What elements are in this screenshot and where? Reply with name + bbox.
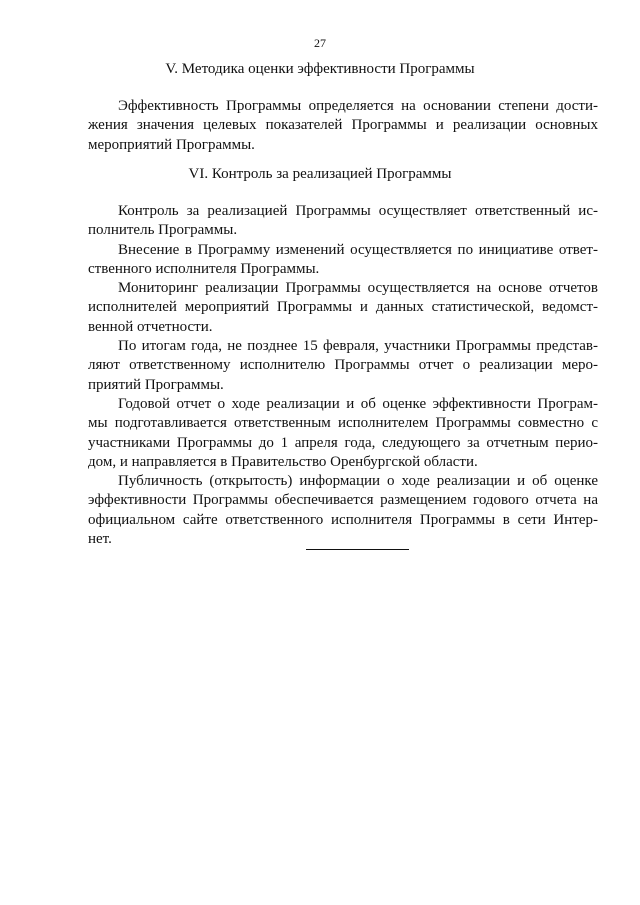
section-5-heading: V. Методика оценки эффективности Программы xyxy=(165,61,475,77)
text-line: приятий Программы. xyxy=(88,376,224,393)
text-line: ляют ответственному исполнителю Программы отчет о реализации меро- xyxy=(88,357,598,374)
end-of-document-rule xyxy=(306,549,409,550)
text-line: мы подготавливается ответственным исполнителем Программы совместно с xyxy=(88,415,598,432)
paragraph xyxy=(88,472,598,549)
text-line: венной отчетности. xyxy=(88,318,213,335)
text-line: ственного исполнителя Программы. xyxy=(88,260,320,277)
section-6-body xyxy=(88,202,598,549)
text-line: исполнителей мероприятий Программы и данных статистической, ведомст- xyxy=(88,299,598,316)
text-line: эффективности Программы обеспечивается размещением годового отчета на xyxy=(88,492,598,509)
paragraph xyxy=(88,337,598,395)
text-line: Годовой отчет о ходе реализации и об оценке эффективности Програм- xyxy=(118,395,598,412)
paragraph xyxy=(88,279,598,337)
paragraph xyxy=(88,97,598,155)
text-line: По итогам года, не позднее 15 февраля, участники Программы представ- xyxy=(118,338,598,355)
text-line: полнитель Программы. xyxy=(88,222,238,239)
section-6-heading: VI. Контроль за реализацией Программы xyxy=(188,166,452,182)
text-line: дом, и направляется в Правительство Оренбургской области. xyxy=(88,453,478,470)
section-5-body xyxy=(88,97,598,155)
text-line: официальном сайте ответственного исполнителя Программы в сети Интер- xyxy=(88,511,598,528)
text-line: жения значения целевых показателей Программы и реализации основных xyxy=(88,117,598,134)
page-number: 27 xyxy=(314,36,326,50)
text-line: мероприятий Программы. xyxy=(88,136,255,153)
paragraph xyxy=(88,241,598,280)
text-line: Эффективность Программы определяется на основании степени дости- xyxy=(118,98,598,114)
text-line: Внесение в Программу изменений осуществляется по инициативе ответ- xyxy=(118,241,598,258)
text-line: нет. xyxy=(88,531,112,548)
paragraph xyxy=(88,202,598,241)
text-line: участниками Программы до 1 апреля года, следующего за отчетным перио- xyxy=(88,434,598,451)
paragraph xyxy=(88,395,598,472)
text-line: Публичность (открытость) информации о ходе реализации и об оценке xyxy=(118,473,598,490)
text-line: Мониторинг реализации Программы осуществляется на основе отчетов xyxy=(118,280,598,297)
text-line: Контроль за реализацией Программы осуществляет ответственный ис- xyxy=(118,203,598,219)
